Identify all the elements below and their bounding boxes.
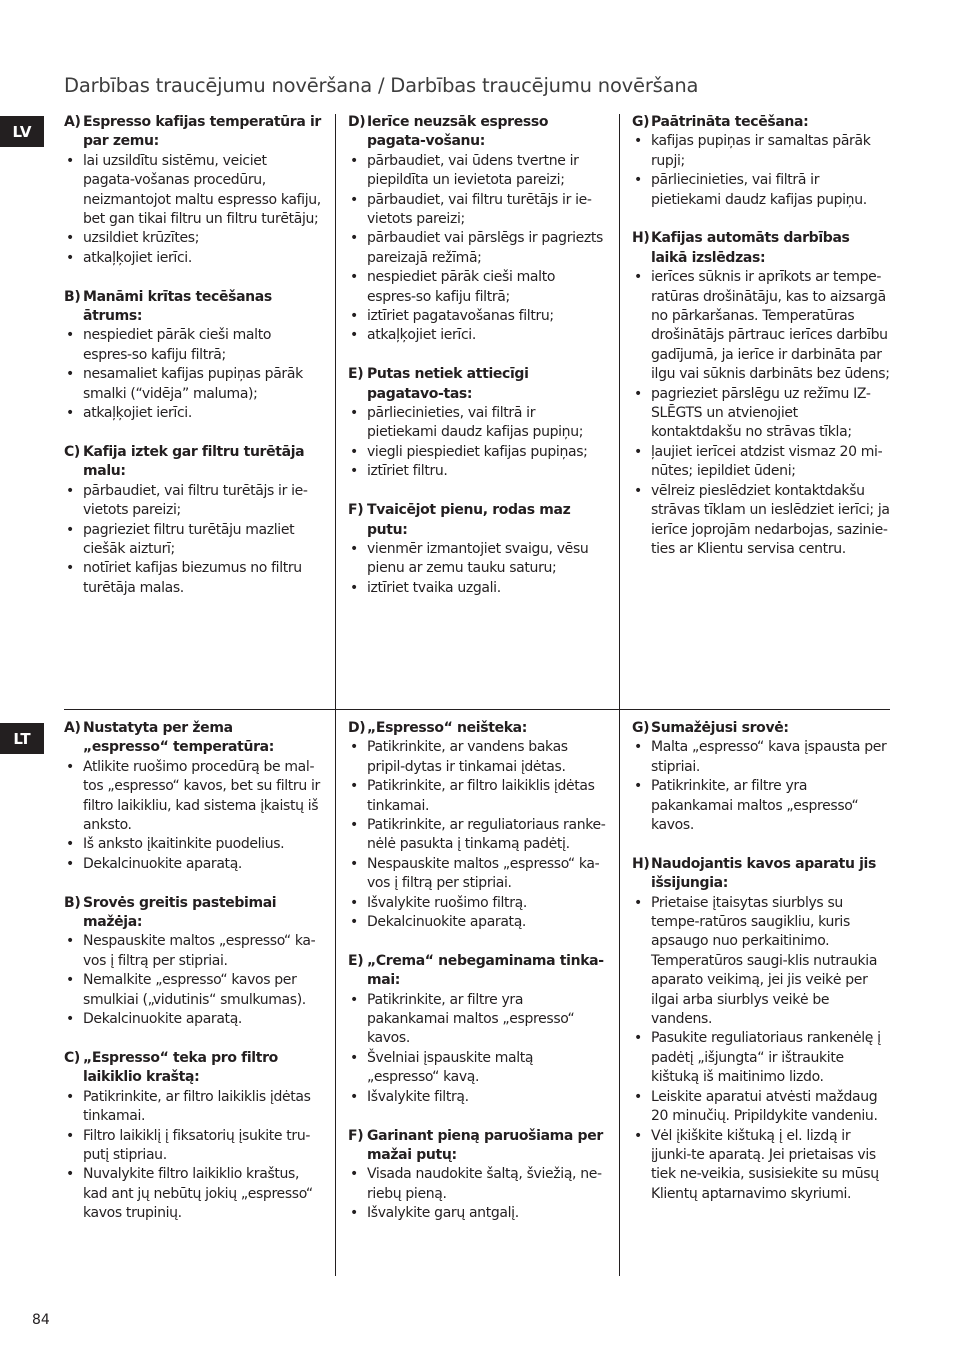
list-item-text: vēlreiz pieslēdziet kontaktdakšu strāvas tīklam un ieslēdziet ierīci; ja ierīce joprojām nedarbojas, sazinie-ties ar Klientu servisa centru. <box>651 482 890 557</box>
list-item-text: iztīriet tvaika uzgali. <box>367 579 501 596</box>
list-item <box>64 404 322 423</box>
list-item <box>632 1029 890 1087</box>
bullet-list <box>348 540 606 598</box>
section-heading <box>348 719 606 738</box>
bullet-list <box>348 991 606 1107</box>
list-item-text: vienmēr izmantojiet svaigu, vēsu pienu ar zemu tauku saturu; <box>367 540 589 577</box>
section-heading <box>632 855 890 894</box>
column-divider <box>335 114 336 709</box>
section-title: Naudojantis kavos aparatu jis išsijungia: <box>651 855 876 892</box>
list-item-text: pārbaudiet, vai ūdens tvertne ir piepildīta un ievietota pareizi; <box>367 152 579 189</box>
list-item <box>348 777 606 816</box>
section-heading <box>64 113 322 152</box>
list-item-text: atkaļķojiet ierīci. <box>367 327 476 344</box>
bullet-icon: • <box>350 855 358 872</box>
troubleshooting-section <box>64 894 322 1030</box>
bullet-icon: • <box>350 1205 358 1222</box>
list-item-text: pagrieziet filtru turētāju mazliet ciešāk aizturī; <box>83 521 295 557</box>
section-heading <box>348 501 606 540</box>
list-item <box>64 249 322 268</box>
list-item <box>64 1165 322 1223</box>
list-item-text: pārliecinieties, vai filtrā ir pietiekami daudz kafijas pupiņu; <box>367 405 584 441</box>
list-item-text: pārbaudiet, vai filtru turētājs ir ie-vietots pareizi; <box>367 191 592 228</box>
bullet-icon: • <box>350 269 358 286</box>
list-item-text: Dekalcinuokite aparatą. <box>83 855 243 872</box>
bullet-icon: • <box>350 991 358 1008</box>
bullet-icon: • <box>350 894 358 911</box>
bullet-icon: • <box>350 579 358 596</box>
troubleshooting-section <box>64 1049 322 1224</box>
section-heading <box>64 1049 322 1088</box>
list-item <box>64 1127 322 1166</box>
list-item <box>348 913 606 932</box>
bullet-icon: • <box>634 482 642 499</box>
bullet-icon: • <box>350 914 358 931</box>
list-item-text: Visada naudokite šaltą, šviežią, ne-riebų pieną. <box>367 1166 602 1202</box>
column-divider <box>335 710 336 1276</box>
list-item-text: kafijas pupiņas ir samaltas pārāk rupji; <box>651 133 871 169</box>
list-item <box>632 738 890 777</box>
bullet-list <box>64 758 322 874</box>
bullet-icon: • <box>350 1166 358 1183</box>
list-item <box>632 1127 890 1205</box>
list-item-text: viegli piespiediet kafijas pupiņas; <box>367 443 588 460</box>
list-item-text: Patikrinkite, ar vandens bakas pripil-dytas ir tinkamai įdėtas. <box>367 739 568 775</box>
section-heading <box>64 894 322 933</box>
bullet-icon: • <box>66 560 74 577</box>
section-letter: G) <box>632 114 650 130</box>
section-heading <box>632 229 890 268</box>
list-item <box>632 1088 890 1127</box>
list-item <box>64 521 322 560</box>
troubleshooting-section <box>64 113 322 268</box>
bullet-icon: • <box>66 972 74 989</box>
troubleshooting-section <box>348 952 606 1107</box>
bullet-icon: • <box>350 540 358 557</box>
list-item-text: Leiskite aparatui atvėsti maždaug 20 minučių. Pripildykite vandeniu. <box>651 1088 878 1125</box>
bullet-list <box>632 268 890 559</box>
troubleshooting-section <box>64 288 322 424</box>
list-item <box>64 835 322 854</box>
section-title: Srovės greitis pastebimai mažėja: <box>83 894 277 931</box>
list-item <box>348 268 606 307</box>
troubleshooting-section <box>348 365 606 481</box>
bullet-icon: • <box>350 152 358 169</box>
list-item <box>632 171 890 210</box>
list-item <box>348 229 606 268</box>
bullet-list <box>64 482 322 598</box>
list-item-text: notīriet kafijas biezumus no filtru turētāja malas. <box>83 560 302 596</box>
bullet-list <box>64 1088 322 1224</box>
bullet-icon: • <box>634 1127 642 1144</box>
list-item <box>348 579 606 598</box>
list-item <box>632 777 890 835</box>
list-item-text: ierīces sūknis ir aprīkots ar tempe-ratūras drošinātāju, kas to aizsargā no pārkaršanas. Temperatūras drošinātājs pārtrauc ierīces darbību gadījumā, ja ierīce ir darbināta par ilgu vai sūknis darbināts bez ūdens; <box>651 269 890 383</box>
bullet-icon: • <box>66 1166 74 1183</box>
bullet-icon: • <box>350 327 358 344</box>
section-heading <box>348 365 606 404</box>
section-title: Tvaicējot pienu, rodas maz putu: <box>367 502 571 538</box>
troubleshooting-section <box>348 719 606 932</box>
list-item <box>348 738 606 777</box>
section-letter: A) <box>64 720 81 736</box>
section-letter: B) <box>64 894 81 911</box>
list-item <box>348 462 606 481</box>
list-item <box>64 559 322 598</box>
troubleshooting-section <box>632 113 890 210</box>
list-item <box>64 855 322 874</box>
list-item <box>64 932 322 971</box>
bullet-list <box>632 738 890 835</box>
bullet-list <box>348 1165 606 1223</box>
list-item <box>632 132 890 171</box>
section-letter: H) <box>632 855 650 872</box>
list-item-text: Nuvalykite filtro laikiklio kraštus, kad ant jų nebūtų jokių „espresso“ kavos trupinių. <box>83 1166 313 1222</box>
bullet-icon: • <box>66 933 74 950</box>
bullet-icon: • <box>634 385 642 402</box>
section-heading <box>348 952 606 991</box>
section-title: „Crema“ nebegaminama tinka-mai: <box>367 952 604 989</box>
list-item <box>64 1010 322 1029</box>
section-letter: G) <box>632 720 650 736</box>
section-letter: A) <box>64 114 81 130</box>
section-letter: F) <box>348 1127 364 1144</box>
lt-column <box>64 719 322 1224</box>
list-item <box>64 482 322 521</box>
list-item <box>348 443 606 462</box>
section-title: Kafijas automāts darbības laikā izslēdzas: <box>651 230 850 266</box>
lv-column <box>64 113 322 598</box>
section-heading <box>348 1127 606 1166</box>
list-item <box>632 894 890 1030</box>
section-title: „Espresso“ neišteka: <box>367 720 528 736</box>
list-item <box>348 307 606 326</box>
bullet-icon: • <box>66 758 74 775</box>
section-letter: D) <box>348 114 366 130</box>
list-item-text: Filtro laikiklį į fiksatorių įsukite tru-putį stipriau. <box>83 1127 311 1163</box>
bullet-list <box>348 152 606 346</box>
section-heading <box>632 719 890 738</box>
list-item-text: Išvalykite garų antgalį. <box>367 1205 519 1222</box>
list-item <box>348 404 606 443</box>
list-item <box>64 152 322 230</box>
list-item-text: ļaujiet ierīcei atdzist vismaz 20 mi-nūtes; iepildiet ūdeni; <box>651 443 883 480</box>
troubleshooting-section <box>632 719 890 835</box>
bullet-icon: • <box>634 172 642 189</box>
section-title: Putas netiek attiecīgi pagatavo-tas: <box>367 366 529 402</box>
bullet-icon: • <box>66 366 74 383</box>
section-title: Manāmi krītas tecēšanas ātrums: <box>83 288 272 325</box>
bullet-icon: • <box>350 405 358 422</box>
section-title: Nustatyta per žema „espresso“ temperatūra: <box>83 720 275 756</box>
section-letter: E) <box>348 952 364 969</box>
list-item-text: atkaļķojiet ierīci. <box>83 405 192 422</box>
list-item-text: Dekalcinuokite aparatą. <box>367 914 527 931</box>
list-item <box>348 894 606 913</box>
section-divider <box>64 709 890 710</box>
section-title: Kafija iztek gar filtru turētāja malu: <box>83 443 305 480</box>
list-item-text: iztīriet pagatavošanas filtru; <box>367 308 554 325</box>
bullet-icon: • <box>66 230 74 247</box>
list-item-text: Nemalkite „espresso“ kavos per smulkiai („vidutinis“ smulkumas). <box>83 972 306 1008</box>
list-item-text: Švelniai įspauskite maltą „espresso“ kavą. <box>367 1049 534 1086</box>
section-heading <box>348 113 606 152</box>
list-item-text: pagrieziet pārslēgu uz režīmu IZ-SLĒGTS un atvienojiet kontaktdakšu no strāvas tīkla; <box>651 385 871 441</box>
column-divider <box>619 114 620 709</box>
bullet-list <box>64 326 322 423</box>
list-item <box>632 385 890 443</box>
bullet-icon: • <box>634 778 642 795</box>
section-title: Sumažėjusi srovė: <box>651 720 789 736</box>
bullet-list <box>348 404 606 482</box>
column-divider <box>619 710 620 1276</box>
troubleshooting-section <box>348 113 606 346</box>
list-item-text: Išvalykite ruošimo filtrą. <box>367 894 527 911</box>
bullet-icon: • <box>634 443 642 460</box>
lt-column <box>348 719 606 1224</box>
list-item-text: nespiediet pārāk cieši malto espres-so kafiju filtrā; <box>83 327 272 363</box>
bullet-icon: • <box>634 1030 642 1047</box>
list-item-text: Nespauskite maltos „espresso“ ka-vos į filtrą per stipriai. <box>367 855 600 892</box>
lt-column <box>632 719 890 1204</box>
bullet-icon: • <box>350 1049 358 1066</box>
list-item <box>64 1088 322 1127</box>
list-item <box>348 1088 606 1107</box>
list-item-text: Nespauskite maltos „espresso“ ka-vos į filtrą per stipriai. <box>83 933 316 969</box>
section-title: Paātrināta tecēšana: <box>651 114 809 130</box>
bullet-icon: • <box>634 133 642 150</box>
page-number: 84 <box>32 1312 50 1328</box>
list-item-text: pārliecinieties, vai filtrā ir pietiekami daudz kafijas pupiņu. <box>651 172 867 208</box>
bullet-list <box>632 132 890 210</box>
list-item <box>64 758 322 836</box>
bullet-icon: • <box>66 327 74 344</box>
list-item <box>348 540 606 579</box>
list-item-text: lai uzsildītu sistēmu, veiciet pagata-vošanas procedūru, neizmantojot maltu espresso kafiju, bet gan tikai filtru un filtru turētāju; <box>83 152 321 228</box>
troubleshooting-section <box>348 1127 606 1224</box>
section-heading <box>632 113 890 132</box>
list-item-text: nesamaliet kafijas pupiņas pārāk smalki (“vidēja” maluma); <box>83 366 303 402</box>
bullet-icon: • <box>66 855 74 872</box>
troubleshooting-section <box>632 855 890 1204</box>
troubleshooting-section <box>348 501 606 598</box>
bullet-icon: • <box>66 1127 74 1144</box>
troubleshooting-section <box>64 719 322 874</box>
section-letter: C) <box>64 1049 80 1066</box>
troubleshooting-section <box>632 229 890 559</box>
bullet-icon: • <box>634 739 642 756</box>
list-item-text: Prietaise įtaisytas siurblys su tempe-ratūros saugikliu, kuris apsaugo nuo perkaitinimo. Temperatūros saugi-klis nutraukia aparato veikimą, jei jis veikė per ilgai arba siurblys veikė be vandens. <box>651 894 878 1028</box>
section-letter: D) <box>348 720 366 736</box>
list-item <box>64 229 322 248</box>
section-letter: B) <box>64 288 81 305</box>
bullet-icon: • <box>350 230 358 247</box>
list-item-text: Patikrinkite, ar filtro laikiklis įdėtas tinkamai. <box>367 778 595 814</box>
bullet-icon: • <box>66 249 74 266</box>
list-item-text: Išvalykite filtrą. <box>367 1088 469 1105</box>
section-title: Garinant pieną paruošiama per mažai putų: <box>367 1127 603 1163</box>
list-item <box>64 365 322 404</box>
list-item <box>348 855 606 894</box>
section-title: „Espresso“ teka pro filtro laikiklio kraštą: <box>83 1049 278 1086</box>
bullet-icon: • <box>634 1088 642 1105</box>
page-title: Darbības traucējumu novēršana / Darbības traucējumu novēršana <box>64 74 699 97</box>
list-item-text: Malta „espresso“ kava įspausta per stipriai. <box>651 739 887 775</box>
list-item-text: atkaļķojiet ierīci. <box>83 249 192 266</box>
list-item <box>348 152 606 191</box>
list-item-text: Vėl įkiškite kištuką į el. lizdą ir įjunki-te aparatą. Jei prietaisas vis tiek ne-veikia, susisiekite su mūsų Klientų aptarnavimo skyriumi. <box>651 1127 879 1202</box>
list-item-text: uzsildiet krūzītes; <box>83 230 200 247</box>
list-item <box>64 326 322 365</box>
bullet-icon: • <box>634 894 642 911</box>
bullet-icon: • <box>350 817 358 834</box>
section-title: Espresso kafijas temperatūra ir par zemu: <box>83 114 321 150</box>
section-heading <box>64 719 322 758</box>
list-item-text: pārbaudiet vai pārslēgs ir pagriezts pareizajā režīmā; <box>367 230 603 266</box>
section-heading <box>64 288 322 327</box>
bullet-icon: • <box>350 739 358 756</box>
bullet-icon: • <box>350 443 358 460</box>
list-item <box>632 482 890 560</box>
list-item <box>632 268 890 384</box>
list-item-text: Atlikite ruošimo procedūrą be mal-tos „espresso“ kavos, bet su filtru ir filtro laikikliu, kad sistema įkaistų iš anksto. <box>83 758 320 834</box>
bullet-icon: • <box>66 836 74 853</box>
troubleshooting-section <box>64 443 322 598</box>
list-item <box>348 816 606 855</box>
lv-column <box>348 113 606 598</box>
lv-column <box>632 113 890 559</box>
list-item <box>348 191 606 230</box>
bullet-icon: • <box>66 405 74 422</box>
bullet-icon: • <box>66 1011 74 1028</box>
list-item <box>348 1049 606 1088</box>
bullet-icon: • <box>66 1088 74 1105</box>
list-item <box>348 991 606 1049</box>
list-item-text: Iš anksto įkaitinkite puodelius. <box>83 836 285 853</box>
list-item <box>348 326 606 345</box>
list-item <box>632 443 890 482</box>
bullet-icon: • <box>66 482 74 499</box>
list-item-text: Pasukite reguliatoriaus rankenėlę į padėtį „išjungta“ ir ištraukite kištuką iš maitinimo lizdo. <box>651 1030 881 1086</box>
bullet-icon: • <box>350 308 358 325</box>
section-heading <box>64 443 322 482</box>
bullet-icon: • <box>350 191 358 208</box>
bullet-list <box>64 152 322 268</box>
bullet-list <box>632 894 890 1205</box>
list-item-text: Patikrinkite, ar filtre yra pakankamai maltos „espresso“ kavos. <box>651 778 859 834</box>
list-item <box>348 1204 606 1223</box>
list-item-text: Patikrinkite, ar filtro laikiklis įdėtas tinkamai. <box>83 1088 311 1125</box>
lang-tab-lt: LT <box>0 723 44 754</box>
section-letter: C) <box>64 443 80 460</box>
list-item-text: nespiediet pārāk cieši malto espres-so kafiju filtrā; <box>367 269 556 305</box>
bullet-icon: • <box>350 463 358 480</box>
list-item-text: Patikrinkite, ar reguliatoriaus ranke-nėlė pasukta į tinkamą padėtį. <box>367 817 606 853</box>
list-item-text: Patikrinkite, ar filtre yra pakankamai maltos „espresso“ kavos. <box>367 991 575 1047</box>
list-item <box>64 971 322 1010</box>
lang-tab-lv: LV <box>0 116 44 147</box>
list-item <box>348 1165 606 1204</box>
section-letter: E) <box>348 366 364 383</box>
bullet-icon: • <box>350 1088 358 1105</box>
bullet-icon: • <box>66 521 74 538</box>
bullet-list <box>64 932 322 1029</box>
bullet-list <box>348 738 606 932</box>
bullet-icon: • <box>350 778 358 795</box>
section-title: Ierīce neuzsāk espresso pagata-vošanu: <box>367 114 549 150</box>
list-item-text: Dekalcinuokite aparatą. <box>83 1011 243 1028</box>
list-item-text: pārbaudiet, vai filtru turētājs ir ie-vietots pareizi; <box>83 482 308 519</box>
section-letter: H) <box>632 230 650 247</box>
list-item-text: iztīriet filtru. <box>367 463 448 480</box>
bullet-icon: • <box>634 269 642 286</box>
bullet-icon: • <box>66 152 74 169</box>
section-letter: F) <box>348 502 364 519</box>
